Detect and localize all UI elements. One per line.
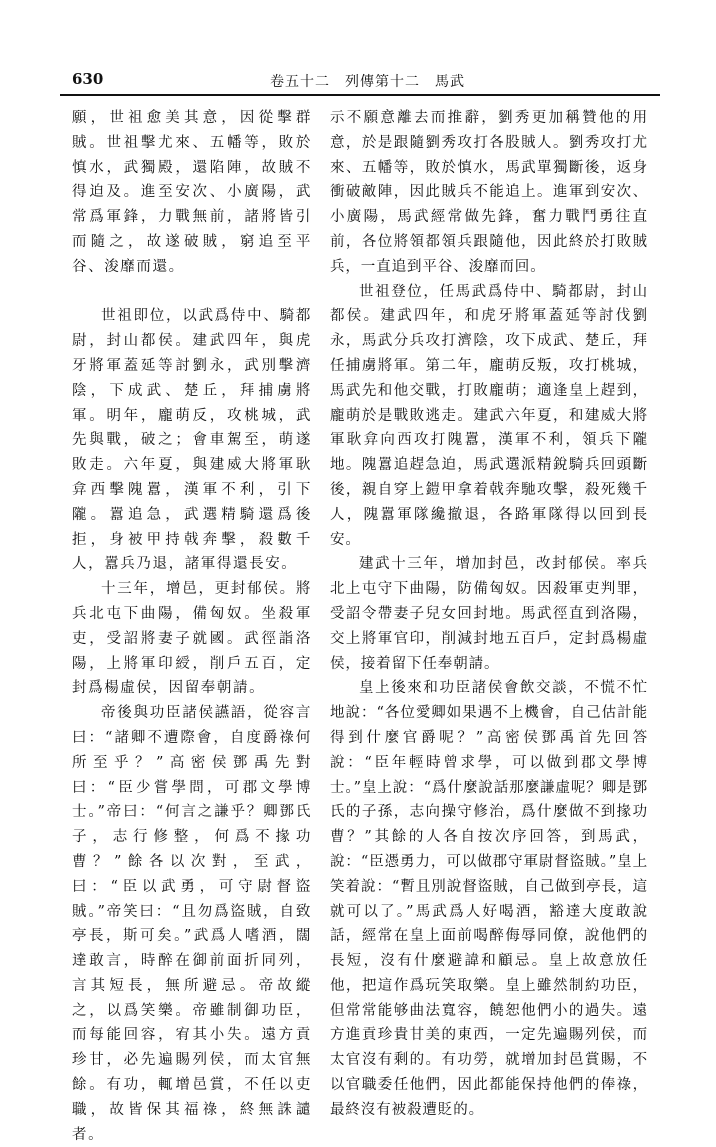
translation-paragraph: 示不願意離去而推辭，劉秀更加稱贊他的用意，於是跟隨劉秀攻打各股賊人。劉秀攻打尤來、五幡等，敗於慎水，馬武單獨斷後，返身衝破敵陣，因此賊兵不能追上。進軍到安次、小廣陽，馬武經常做先鋒，奮力戰鬥勇往直前，各位將領都領兵跟隨他，因此終於打敗賊兵，一直追到平谷、浚靡而回。 xyxy=(330,110,648,275)
translation-paragraph: 世祖登位，任馬武爲侍中、騎都尉，封山都侯。建武四年，和虎牙將軍蓋延等討伐劉永，馬武分兵攻打濟陰，攻下成武、楚丘，拜任捕虜將軍。第二年，龐萌反叛，攻打桃城，馬武先和他交戰，打敗龐萌；適逢皇上趕到，龐萌於是戰敗逃走。建武六年夏，和建威大將軍耿弇向西攻打隗囂，漢軍不利，領兵下隴地。隗囂追趕急迫，馬武選派精銳騎兵回頭斷後，親自穿上鎧甲拿着戟奔馳攻擊，殺死幾千人，隗囂軍隊纔撤退，各路軍隊得以回到長安。 xyxy=(330,283,648,548)
classical-paragraph: 十三年，增邑，更封郁侯。將兵北屯下曲陽，備匈奴。坐殺軍吏，受詔將妻子就國。武徑詣洛陽，上將軍印綬，削戶五百，定封爲楊虛侯，因留奉朝請。 xyxy=(72,581,312,697)
page-number: 630 xyxy=(72,70,104,88)
classical-text-column xyxy=(72,106,312,1147)
translation-text-column xyxy=(330,106,648,1123)
classical-paragraph: 帝後與功臣諸侯讌語，從容言曰：“諸卿不遭際會，自度爵祿何所至乎？”高密侯鄧禹先對曰：“臣少嘗學問，可郡文學博士。”帝曰：“何言之謙乎？卿鄧氏子，志行修整，何爲不掾功曹？”餘各以次對，至武，曰：“臣以武勇，可守尉督盜賊。”帝笑曰：“且勿爲盜賊，自致亭長，斯可矣。”武爲人嗜酒，闊達敢言，時醉在御前面折同列，言其短長，無所避忌。帝故縱之，以爲笑樂。帝雖制御功臣，而每能回容，宥其小失。遠方貢珍甘，必先遍賜列侯，而太官無餘。有功，輒增邑賞，不任以吏職，故皆保其福祿，終無誅譴者。 xyxy=(72,705,312,1143)
classical-paragraph: 世祖即位，以武爲侍中、騎都尉，封山都侯。建武四年，與虎牙將軍蓋延等討劉永，武別擊濟陰，下成武、楚丘，拜捕虜將軍。明年，龐萌反，攻桃城，武先與戰，破之；會車駕至，萌遂敗走。六年夏，與建威大將軍耿弇西擊隗囂，漢軍不利，引下隴。囂追急，武選精騎還爲後拒，身被甲持戟奔擊，殺數千人，囂兵乃退，諸軍得還長安。 xyxy=(72,308,312,573)
translation-paragraph: 建武十三年，增加封邑，改封郁侯。率兵北上屯守下曲陽，防備匈奴。因殺軍吏判罪，受詔令帶妻子兒女回封地。馬武徑直到洛陽，交上將軍官印，削減封地五百戶，定封爲楊虛侯，接着留下任奉朝請。 xyxy=(330,556,648,672)
header-rule xyxy=(60,94,660,96)
classical-paragraph: 願，世祖愈美其意，因從擊群賊。世祖擊尤來、五幡等，敗於慎水，武獨殿，還陷陣，故賊不得迫及。進至安次、小廣陽，武常爲軍鋒，力戰無前，諸將皆引而隨之，故遂破賊，窮追至平谷、浚靡而還。 xyxy=(72,110,312,275)
running-head: 卷五十二 列傳第十二 馬武 xyxy=(270,74,465,90)
translation-paragraph: 皇上後來和功臣諸侯會飲交談，不慌不忙地說：“各位愛卿如果遇不上機會，自己估計能得到什麼官爵呢？”高密侯鄧禹首先回答說：“臣年輕時曾求學，可以做到郡文學博士。”皇上說：“爲什麼說話那麼謙虛呢？卿是鄧氏的子孫，志向操守修治，爲什麼做不到掾功曹？”其餘的人各自按次序回答，到馬武，說：“臣憑勇力，可以做郡守軍尉督盜賊。”皇上笑着說：“暫且別說督盜賊，自己做到亭長，這就可以了。”馬武爲人好喝酒，豁達大度敢說話，經常在皇上面前喝醉侮辱同僚，說他們的長短，沒有什麼避諱和顧忌。皇上故意放任他，把這作爲玩笑取樂。皇上雖然制約功臣，但常常能够曲法寬容，饒恕他們小的過失。遠方進貢珍貴甘美的東西，一定先遍賜列侯，而太官沒有剩的。有功勞，就增加封邑賞賜，不以官職委任他們，因此都能保持他們的俸祿，最終沒有被殺遭貶的。 xyxy=(330,680,648,1118)
page-header xyxy=(60,70,660,94)
